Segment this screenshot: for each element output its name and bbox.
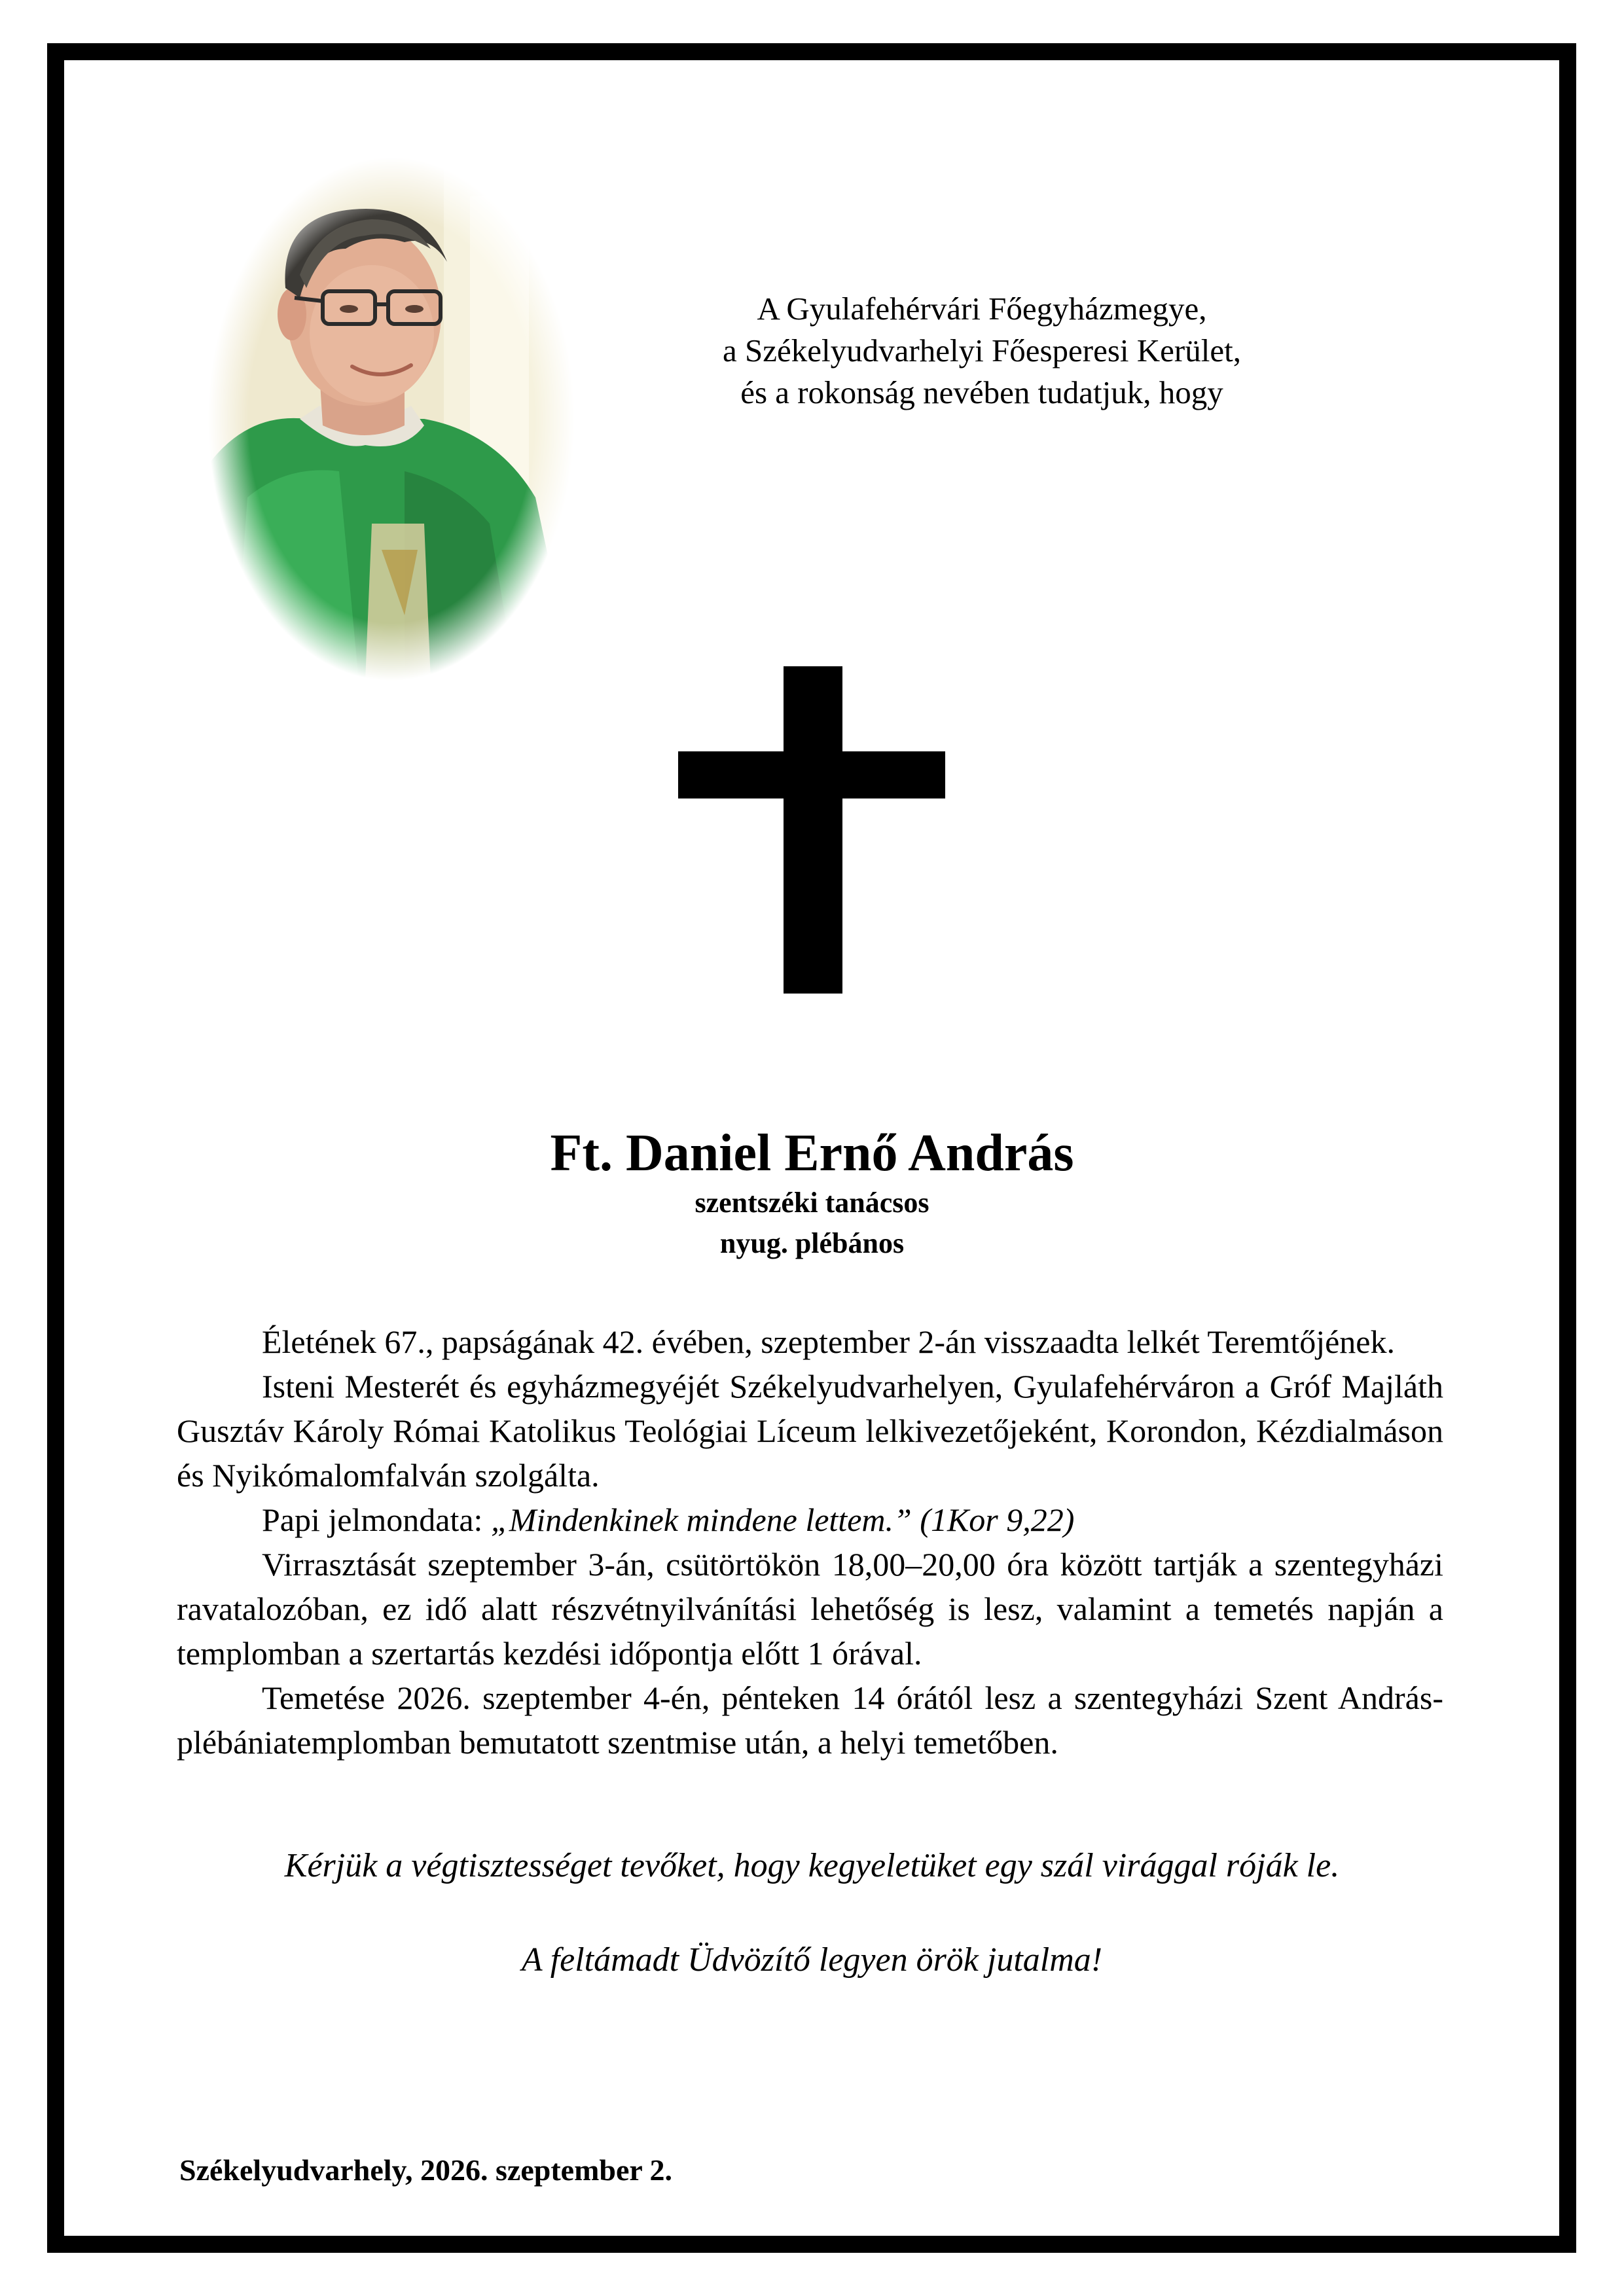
paragraph-funeral: Temetése 2026. szeptember 4-én, pénteken 14 órától lesz a szentegyházi Szent András-plébániatemplomban bemutatott szentmise után, a helyi temetőben. xyxy=(177,1679,1443,1761)
paragraph-service: Isteni Mesterét és egyházmegyéjét Székelyudvarhelyen, Gyulafehérváron a Gróf Majláth Gusztáv Károly Római Katolikus Teológiai Líceum lelkivezetőjeként, Korondon, Kézdialmáson és Nyikómalomfalván szolgálta. xyxy=(177,1368,1443,1494)
portrait-photo xyxy=(208,157,575,681)
paragraph-age: Életének 67., papságának 42. évében, szeptember 2-án visszaadta lelkét Teremtőjének. xyxy=(262,1323,1395,1360)
deceased-name: Ft. Daniel Ernő András xyxy=(550,1124,1074,1182)
cross-icon xyxy=(674,666,949,994)
deceased-title-1: szentszéki tanácsos xyxy=(695,1187,929,1219)
motto-text: „Mindenkinek mindene lettem.” (1Kor 9,22) xyxy=(490,1501,1075,1538)
flower-request: Kérjük a végtisztességet tevőket, hogy kegyeletüket egy szál virággal róják le. xyxy=(284,1847,1340,1884)
announcement-intro xyxy=(628,288,1335,414)
intro-line-2: a Székelyudvarhelyi Főesperesi Kerület, xyxy=(723,332,1241,368)
intro-line-3: és a rokonság nevében tudatjuk, hogy xyxy=(740,374,1223,410)
paragraph-vigil: Virrasztását szeptember 3-án, csütörtökön 18,00–20,00 óra között tartják a szentegyházi ravatalozóban, ez idő alatt részvétnyilvánítási lehetőség is lesz, valamint a temetés napján a templomban a szertartás kezdési időpontja előtt 1 órával. xyxy=(177,1546,1443,1672)
deceased-title-2: nyug. plébános xyxy=(719,1227,905,1259)
paragraph-motto xyxy=(177,1498,1443,1542)
obituary-body xyxy=(177,1319,1443,1765)
motto-prefix: Papi jelmondata: xyxy=(262,1501,491,1538)
intro-line-1: A Gyulafehérvári Főegyházmegye, xyxy=(757,291,1207,327)
place-and-date: Székelyudvarhely, 2026. szeptember 2. xyxy=(179,2153,672,2187)
closing-blessing: A feltámadt Üdvözítő legyen örök jutalma! xyxy=(521,1941,1103,1979)
priest-portrait-image xyxy=(208,157,575,681)
